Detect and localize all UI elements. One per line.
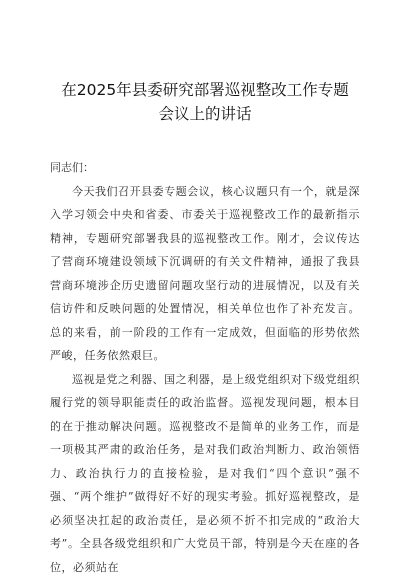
document-title: 在2025年县委研究部署巡视整改工作专题会议上的讲话 — [61, 81, 349, 123]
body-paragraph-2: 巡视是党之利器、国之利器，是上级党组织对下级党组织履行党的领导职能责任的政治监督。巡视发现问题，根本目的在于推动解决问题。巡视整改不是简单的业务工作，而是一项极其严肃的政治任务，是对我们政治判断力、政治领悟力、政治执行力的直接检验，是对我们“四个意识”强不强、“两个维护”做得好不好的现实考验。抓好巡视整改，是必须坚决扛起的政治责任，是必须不折不扣完成的“政治大考”。全县各级党组织和广大党员干部，特别是今天在座的各位，必须站在 — [50, 372, 360, 574]
salutation: 同志们： — [50, 161, 94, 174]
body-paragraph-1: 今天我们召开县委专题会议，核心议题只有一个，就是深入学习领会中央和省委、市委关于巡视整改工作的最新指示精神，专题研究部署我县的巡视整改工作。刚才，会议传达了营商环境建设领域下沉调研的有关文件精神，通报了我县营商环境涉企历史遗留问题攻坚行动的进展情况，以及有关信访件和反映问题的处置情况，相关单位也作了补充发言。总的来看，前一阶段的工作有一定成效，但面临的形势依然严峻，任务依然艰巨。 — [50, 184, 360, 362]
